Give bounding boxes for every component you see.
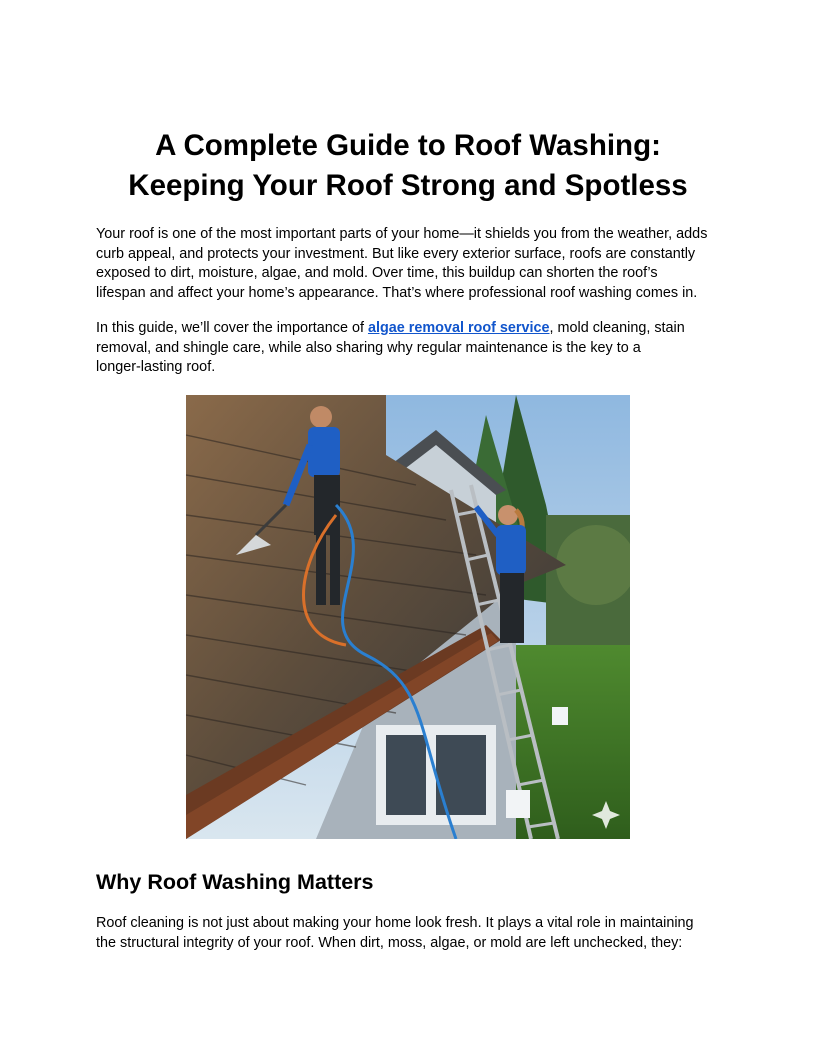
guide-line-1 — [96, 319, 724, 339]
section-paragraph — [96, 914, 724, 953]
section-heading: Why Roof Washing Matters — [96, 870, 374, 894]
page-title — [60, 126, 756, 206]
guide-line-2: removal, and shingle care, while also sharing why regular maintenance is the key to a — [96, 339, 641, 356]
algae-removal-link[interactable]: algae removal roof service — [367, 320, 550, 336]
intro-paragraph — [96, 225, 724, 303]
guide-text-after-link: , mold cleaning, stain — [549, 320, 685, 336]
intro-line-2: curb appeal, and protects your investment. But like every exterior surface, roofs are constantly — [96, 245, 696, 262]
roof-washing-photo — [186, 395, 630, 839]
intro-line-1: Your roof is one of the most important parts of your home—it shields you from the weather, adds — [96, 226, 708, 242]
intro-line-4: lifespan and affect your home’s appearance. That’s where professional roof washing comes in. — [96, 284, 698, 301]
title-line-2: Keeping Your Roof Strong and Spotless — [128, 169, 688, 202]
section-line-2: the structural integrity of your roof. When dirt, moss, algae, or mold are left unchecked, they: — [96, 934, 683, 951]
section-line-1: Roof cleaning is not just about making your home look fresh. It plays a vital role in maintaining — [96, 915, 694, 931]
intro-line-3: exposed to dirt, moisture, algae, and mold. Over time, this buildup can shorten the roof’s — [96, 265, 658, 281]
guide-text-before-link: In this guide, we’ll cover the importance of — [96, 320, 368, 336]
title-line-1: A Complete Guide to Roof Washing: — [155, 129, 661, 162]
guide-line-3: longer-lasting roof. — [96, 359, 216, 375]
guide-paragraph — [96, 319, 724, 378]
